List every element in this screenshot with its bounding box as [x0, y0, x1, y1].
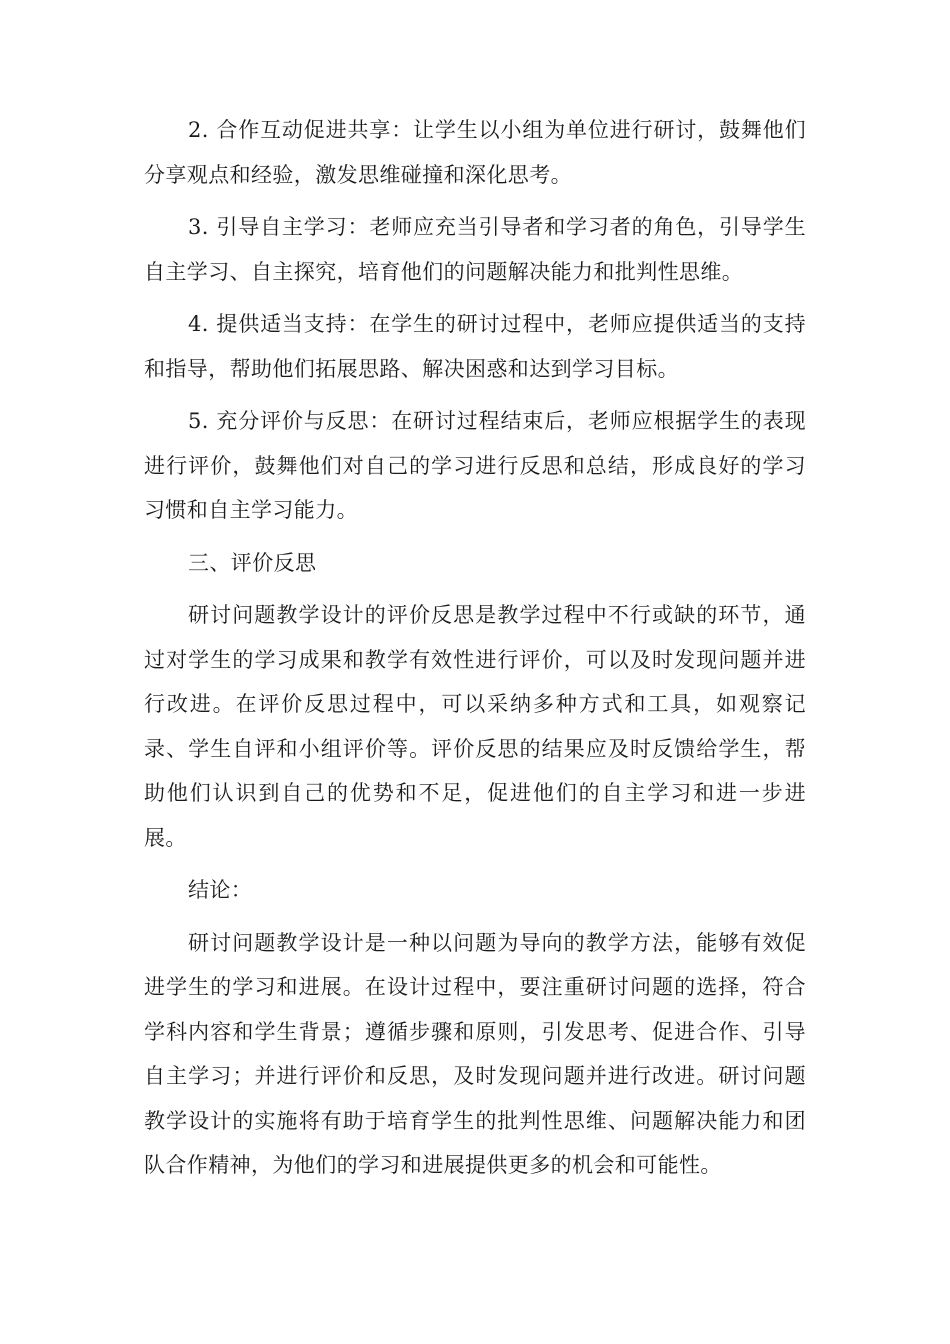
section-heading-evaluation: 三、评价反思 — [188, 550, 317, 575]
list-item-evaluation: 5. 充分评价与反思：在研讨过程结束后，老师应根据学生的表现进行评价，鼓舞他们对自己的学习进行反思和总结，形成良好的学习习惯和自主学习能力。 — [144, 409, 806, 522]
list-item-cooperation: 2. 合作互动促进共享：让学生以小组为单位进行研讨，鼓舞他们分享观点和经验，激发思维碰撞和深化思考。 — [144, 118, 806, 187]
conclusion-heading: 结论： — [188, 878, 253, 902]
document-body — [144, 108, 806, 1196]
list-item-support: 4. 提供适当支持：在学生的研讨过程中，老师应提供适当的支持和指导，帮助他们拓展思路、解决困惑和达到学习目标。 — [144, 312, 806, 381]
list-item-self-learning: 3. 引导自主学习：老师应充当引导者和学习者的角色，引导学生自主学习、自主探究，培育他们的问题解决能力和批判性思维。 — [144, 215, 806, 284]
evaluation-paragraph: 研讨问题教学设计的评价反思是教学过程中不行或缺的环节，通过对学生的学习成果和教学有效性进行评价，可以及时发现问题并进行改进。在评价反思过程中，可以采纳多种方式和工具，如观察记录、学生自评和小组评价等。评价反思的结果应及时反馈给学生，帮助他们认识到自己的优势和不足，促进他们的自主学习和进一步进展。 — [144, 603, 806, 850]
conclusion-paragraph: 研讨问题教学设计是一种以问题为导向的教学方法，能够有效促进学生的学习和进展。在设计过程中，要注重研讨问题的选择，符合学科内容和学生背景；遵循步骤和原则，引发思考、促进合作、引导自主学习；并进行评价和反思，及时发现问题并进行改进。研讨问题教学设计的实施将有助于培育学生的批判性思维、问题解决能力和团队合作精神，为他们的学习和进展提供更多的机会和可能性。 — [144, 930, 806, 1177]
